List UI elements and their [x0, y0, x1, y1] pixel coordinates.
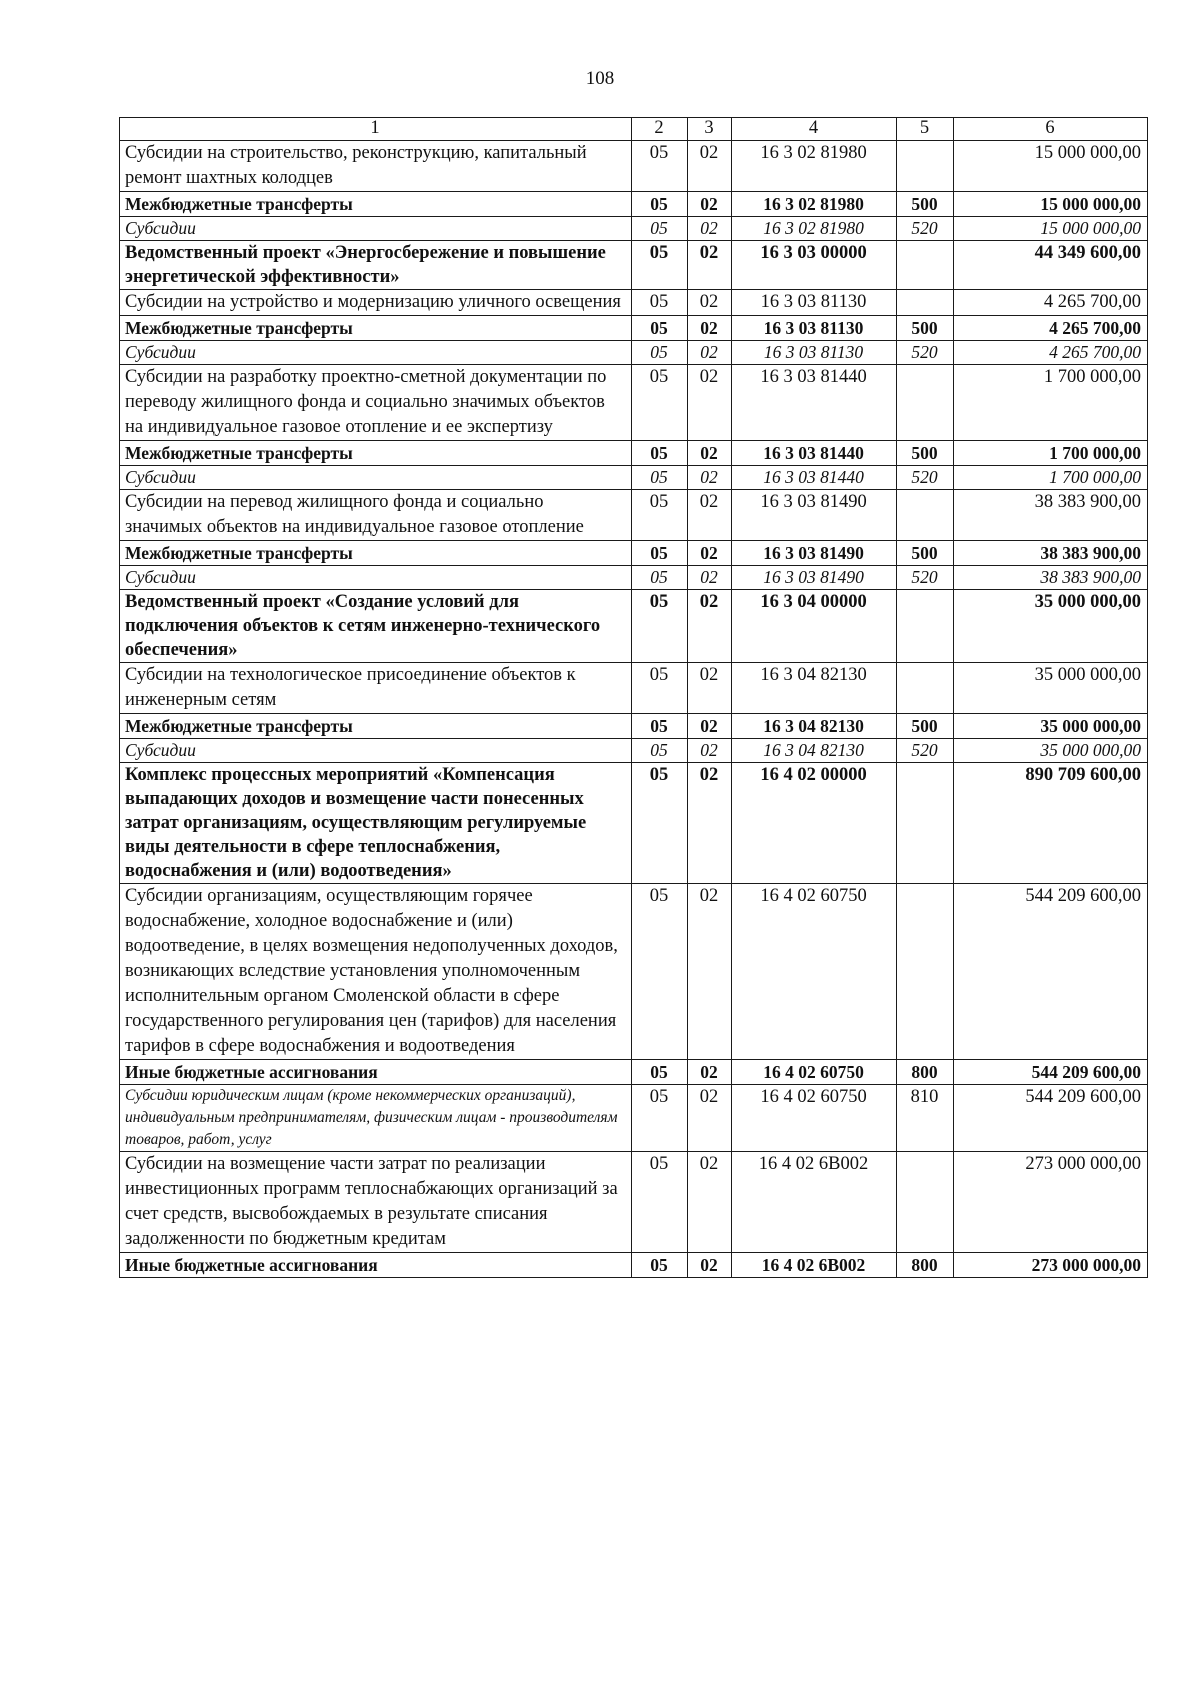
row-subsection-cell: 02 [688, 316, 732, 341]
row-amount-cell: 15 000 000,00 [954, 192, 1148, 217]
row-amount-cell: 1 700 000,00 [954, 466, 1148, 490]
table-row [120, 1060, 1148, 1085]
row-section-cell: 05 [632, 1060, 688, 1085]
row-subsection-cell: 02 [688, 290, 732, 316]
row-section-cell: 05 [632, 316, 688, 341]
row-section-cell: 05 [632, 714, 688, 739]
row-expense-type-cell: 520 [897, 217, 954, 241]
row-section-cell: 05 [632, 763, 688, 884]
row-target-article-cell: 16 4 02 6В002 [732, 1253, 897, 1278]
row-name-cell: Межбюджетные трансферты [120, 541, 632, 566]
table-row [120, 1152, 1148, 1253]
header-col-6: 6 [954, 118, 1148, 141]
table-row [120, 141, 1148, 192]
row-name-cell: Субсидии на строительство, реконструкцию, капитальный ремонт шахтных колодцев [120, 141, 632, 192]
row-expense-type-cell [897, 290, 954, 316]
row-amount-cell: 4 265 700,00 [954, 341, 1148, 365]
row-name-cell: Субсидии [120, 217, 632, 241]
row-amount-cell: 44 349 600,00 [954, 241, 1148, 290]
row-name-cell: Межбюджетные трансферты [120, 316, 632, 341]
row-name-cell: Субсидии на технологическое присоединение объектов к инженерным сетям [120, 663, 632, 714]
row-name-cell: Межбюджетные трансферты [120, 192, 632, 217]
row-expense-type-cell [897, 241, 954, 290]
table-row [120, 217, 1148, 241]
row-amount-cell: 38 383 900,00 [954, 541, 1148, 566]
row-amount-cell: 890 709 600,00 [954, 763, 1148, 884]
table-row [120, 241, 1148, 290]
row-expense-type-cell: 520 [897, 566, 954, 590]
row-section-cell: 05 [632, 290, 688, 316]
row-target-article-cell: 16 3 03 81490 [732, 490, 897, 541]
row-subsection-cell: 02 [688, 566, 732, 590]
row-amount-cell: 273 000 000,00 [954, 1253, 1148, 1278]
row-name-cell: Субсидии юридическим лицам (кроме некоммерческих организаций), индивидуальным предпринимателям, физическим лицам - производителям товаров, работ, услуг [120, 1085, 632, 1152]
row-amount-cell: 35 000 000,00 [954, 590, 1148, 663]
row-subsection-cell: 02 [688, 1085, 732, 1152]
row-subsection-cell: 02 [688, 192, 732, 217]
row-name-cell: Субсидии на возмещение части затрат по реализации инвестиционных программ теплоснабжающих организаций за счет средств, высвобождаемых в результате списания задолженности по бюджетным кредитам [120, 1152, 632, 1253]
row-target-article-cell: 16 3 04 00000 [732, 590, 897, 663]
row-name-cell: Ведомственный проект «Энергосбережение и повышение энергетической эффективности» [120, 241, 632, 290]
table-body [120, 141, 1148, 1278]
table-row [120, 441, 1148, 466]
row-section-cell: 05 [632, 541, 688, 566]
row-section-cell: 05 [632, 365, 688, 441]
row-expense-type-cell: 500 [897, 714, 954, 739]
row-expense-type-cell: 520 [897, 739, 954, 763]
table-row [120, 290, 1148, 316]
row-expense-type-cell [897, 141, 954, 192]
row-section-cell: 05 [632, 1253, 688, 1278]
row-name-cell: Комплекс процессных мероприятий «Компенсация выпадающих доходов и возмещение части понесенных затрат организациям, осуществляющим регулируемые виды деятельности в сфере теплоснабжения, водоснабжения и (или) водоотведения» [120, 763, 632, 884]
table-row [120, 566, 1148, 590]
table-row [120, 714, 1148, 739]
header-col-4: 4 [732, 118, 897, 141]
row-subsection-cell: 02 [688, 663, 732, 714]
row-target-article-cell: 16 3 04 82130 [732, 714, 897, 739]
row-section-cell: 05 [632, 490, 688, 541]
row-amount-cell: 544 209 600,00 [954, 884, 1148, 1060]
row-expense-type-cell [897, 1152, 954, 1253]
row-amount-cell: 35 000 000,00 [954, 714, 1148, 739]
row-amount-cell: 38 383 900,00 [954, 490, 1148, 541]
row-amount-cell: 15 000 000,00 [954, 141, 1148, 192]
row-subsection-cell: 02 [688, 490, 732, 541]
row-amount-cell: 4 265 700,00 [954, 290, 1148, 316]
row-subsection-cell: 02 [688, 241, 732, 290]
budget-table [119, 117, 1148, 1278]
row-subsection-cell: 02 [688, 763, 732, 884]
row-amount-cell: 544 209 600,00 [954, 1060, 1148, 1085]
row-subsection-cell: 02 [688, 590, 732, 663]
row-target-article-cell: 16 4 02 00000 [732, 763, 897, 884]
row-name-cell: Субсидии на перевод жилищного фонда и социально значимых объектов на индивидуальное газовое отопление [120, 490, 632, 541]
row-expense-type-cell: 520 [897, 341, 954, 365]
row-target-article-cell: 16 3 03 81440 [732, 466, 897, 490]
row-name-cell: Иные бюджетные ассигнования [120, 1253, 632, 1278]
row-name-cell: Иные бюджетные ассигнования [120, 1060, 632, 1085]
row-amount-cell: 38 383 900,00 [954, 566, 1148, 590]
row-section-cell: 05 [632, 466, 688, 490]
row-name-cell: Субсидии организациям, осуществляющим горячее водоснабжение, холодное водоснабжение и (или) водоотведение, в целях возмещения недополученных доходов, возникающих вследствие установления уполномоченным исполнительным органом Смоленской области в сфере государственного регулирования цен (тарифов) для населения тарифов в сфере водоснабжения и водоотведения [120, 884, 632, 1060]
table-row [120, 365, 1148, 441]
row-section-cell: 05 [632, 441, 688, 466]
table-row [120, 1085, 1148, 1152]
row-section-cell: 05 [632, 739, 688, 763]
row-target-article-cell: 16 3 02 81980 [732, 217, 897, 241]
table-row [120, 884, 1148, 1060]
row-subsection-cell: 02 [688, 884, 732, 1060]
row-name-cell: Субсидии [120, 739, 632, 763]
row-name-cell: Субсидии [120, 341, 632, 365]
row-expense-type-cell: 810 [897, 1085, 954, 1152]
row-amount-cell: 1 700 000,00 [954, 365, 1148, 441]
row-target-article-cell: 16 3 03 81490 [732, 541, 897, 566]
table-header-row [120, 118, 1148, 141]
row-subsection-cell: 02 [688, 714, 732, 739]
row-amount-cell: 273 000 000,00 [954, 1152, 1148, 1253]
row-expense-type-cell: 520 [897, 466, 954, 490]
row-expense-type-cell: 500 [897, 316, 954, 341]
row-target-article-cell: 16 4 02 6В002 [732, 1152, 897, 1253]
row-subsection-cell: 02 [688, 441, 732, 466]
row-section-cell: 05 [632, 1085, 688, 1152]
row-amount-cell: 544 209 600,00 [954, 1085, 1148, 1152]
row-subsection-cell: 02 [688, 1152, 732, 1253]
table-row [120, 763, 1148, 884]
row-name-cell: Межбюджетные трансферты [120, 714, 632, 739]
row-name-cell: Межбюджетные трансферты [120, 441, 632, 466]
row-target-article-cell: 16 3 03 81130 [732, 316, 897, 341]
row-amount-cell: 35 000 000,00 [954, 663, 1148, 714]
row-expense-type-cell [897, 884, 954, 1060]
table-row [120, 590, 1148, 663]
row-subsection-cell: 02 [688, 217, 732, 241]
row-target-article-cell: 16 3 03 81130 [732, 290, 897, 316]
row-section-cell: 05 [632, 1152, 688, 1253]
row-expense-type-cell [897, 490, 954, 541]
header-col-3: 3 [688, 118, 732, 141]
table-row [120, 1253, 1148, 1278]
row-expense-type-cell [897, 365, 954, 441]
row-expense-type-cell [897, 590, 954, 663]
row-target-article-cell: 16 4 02 60750 [732, 1060, 897, 1085]
table-row [120, 192, 1148, 217]
row-section-cell: 05 [632, 241, 688, 290]
table-row [120, 466, 1148, 490]
row-target-article-cell: 16 4 02 60750 [732, 884, 897, 1060]
row-amount-cell: 4 265 700,00 [954, 316, 1148, 341]
row-expense-type-cell: 500 [897, 192, 954, 217]
row-section-cell: 05 [632, 590, 688, 663]
row-target-article-cell: 16 3 04 82130 [732, 739, 897, 763]
table-row [120, 316, 1148, 341]
row-target-article-cell: 16 3 03 81490 [732, 566, 897, 590]
table-row [120, 663, 1148, 714]
row-name-cell: Субсидии на разработку проектно-сметной документации по переводу жилищного фонда и социально значимых объектов на индивидуальное газовое отопление и ее экспертизу [120, 365, 632, 441]
table-row [120, 490, 1148, 541]
row-name-cell: Субсидии [120, 566, 632, 590]
row-subsection-cell: 02 [688, 141, 732, 192]
header-col-5: 5 [897, 118, 954, 141]
row-target-article-cell: 16 3 02 81980 [732, 141, 897, 192]
row-section-cell: 05 [632, 884, 688, 1060]
row-amount-cell: 35 000 000,00 [954, 739, 1148, 763]
page-number: 108 [585, 68, 615, 89]
row-subsection-cell: 02 [688, 466, 732, 490]
row-amount-cell: 1 700 000,00 [954, 441, 1148, 466]
row-target-article-cell: 16 3 03 81130 [732, 341, 897, 365]
row-target-article-cell: 16 3 03 00000 [732, 241, 897, 290]
row-expense-type-cell: 800 [897, 1060, 954, 1085]
row-target-article-cell: 16 3 03 81440 [732, 441, 897, 466]
row-subsection-cell: 02 [688, 341, 732, 365]
row-target-article-cell: 16 4 02 60750 [732, 1085, 897, 1152]
header-col-2: 2 [632, 118, 688, 141]
row-section-cell: 05 [632, 663, 688, 714]
row-section-cell: 05 [632, 141, 688, 192]
row-expense-type-cell [897, 763, 954, 884]
table-row [120, 341, 1148, 365]
row-subsection-cell: 02 [688, 541, 732, 566]
row-subsection-cell: 02 [688, 1253, 732, 1278]
row-target-article-cell: 16 3 04 82130 [732, 663, 897, 714]
row-expense-type-cell: 500 [897, 541, 954, 566]
row-section-cell: 05 [632, 341, 688, 365]
row-section-cell: 05 [632, 566, 688, 590]
row-subsection-cell: 02 [688, 739, 732, 763]
row-expense-type-cell: 500 [897, 441, 954, 466]
row-name-cell: Субсидии [120, 466, 632, 490]
row-expense-type-cell: 800 [897, 1253, 954, 1278]
row-expense-type-cell [897, 663, 954, 714]
header-col-1: 1 [120, 118, 632, 141]
row-subsection-cell: 02 [688, 1060, 732, 1085]
row-target-article-cell: 16 3 03 81440 [732, 365, 897, 441]
row-section-cell: 05 [632, 192, 688, 217]
row-name-cell: Субсидии на устройство и модернизацию уличного освещения [120, 290, 632, 316]
row-name-cell: Ведомственный проект «Создание условий для подключения объектов к сетям инженерно-технического обеспечения» [120, 590, 632, 663]
row-target-article-cell: 16 3 02 81980 [732, 192, 897, 217]
row-amount-cell: 15 000 000,00 [954, 217, 1148, 241]
table-row [120, 739, 1148, 763]
row-subsection-cell: 02 [688, 365, 732, 441]
row-section-cell: 05 [632, 217, 688, 241]
table-row [120, 541, 1148, 566]
